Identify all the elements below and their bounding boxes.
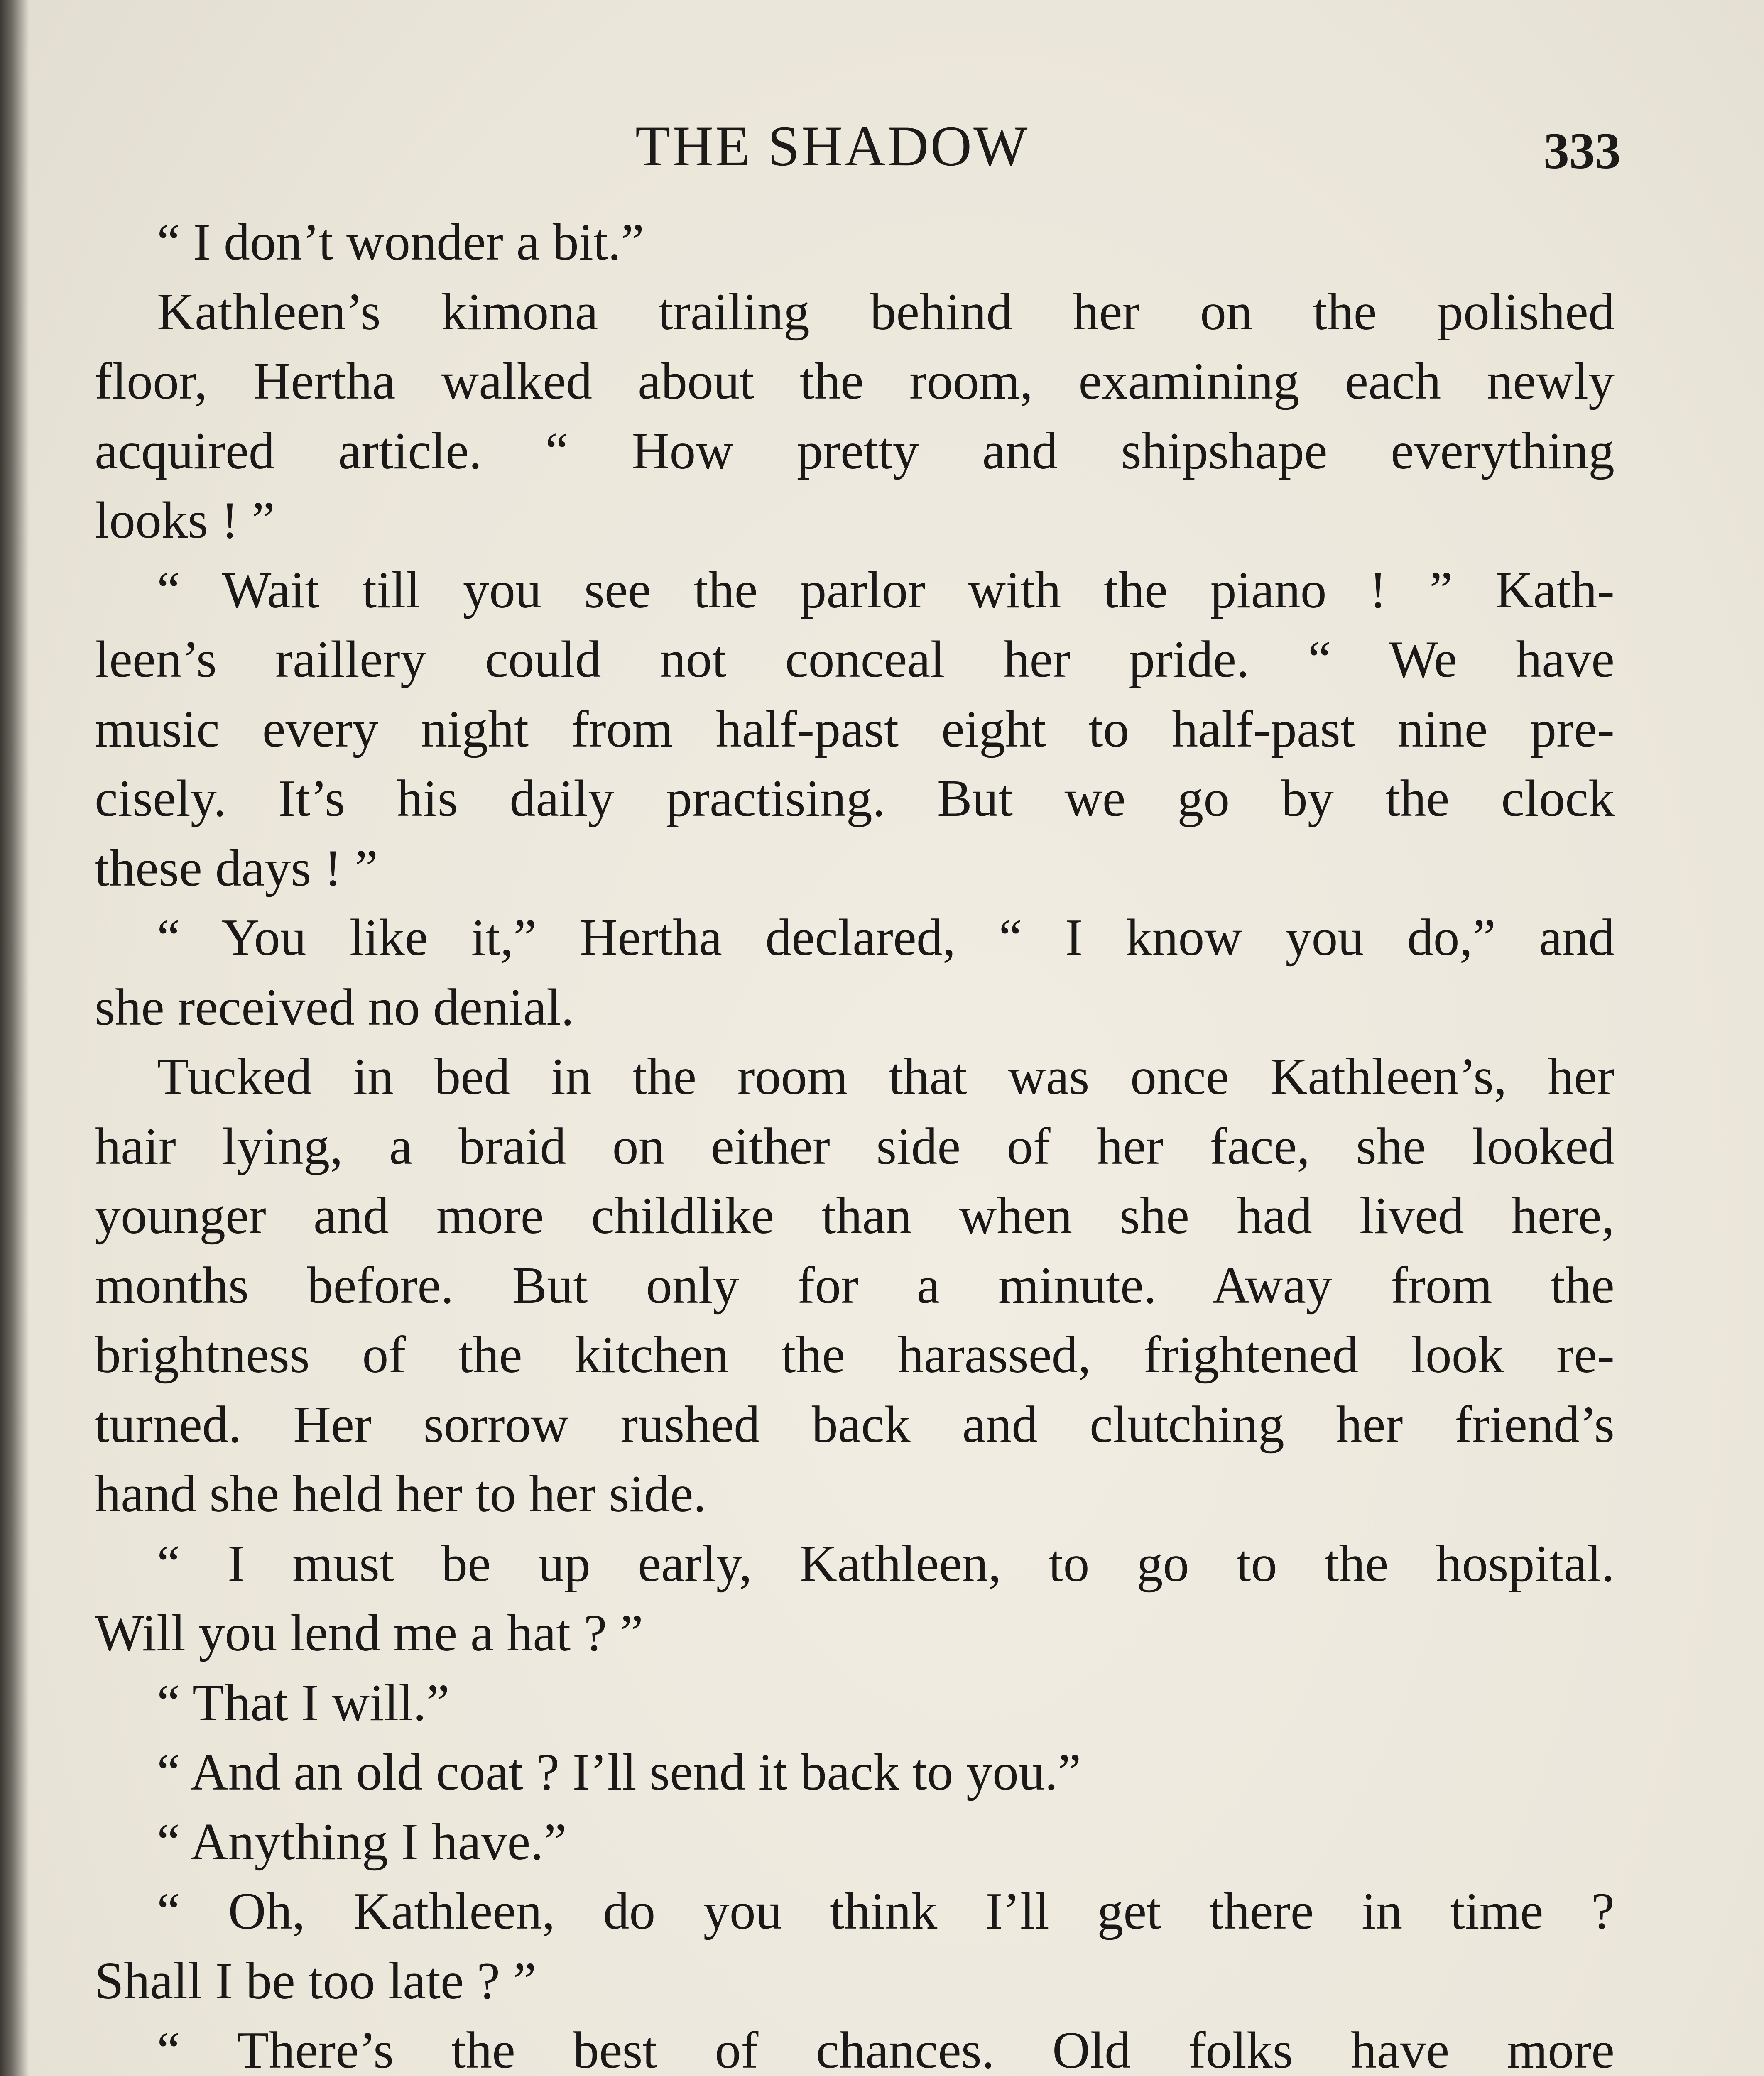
- text-line: “ Anything I have.”: [157, 1813, 567, 1871]
- text-line: “ You like it,” Hertha declared, “ I know you do,” and: [157, 909, 1615, 967]
- text-line: “ And an old coat ? I’ll send it back to you.”: [157, 1743, 1081, 1801]
- text-line: these days ! ”: [95, 839, 378, 897]
- text-line: turned. Her sorrow rushed back and clutching her friend’s: [95, 1395, 1615, 1454]
- gutter-shadow: [0, 0, 29, 2076]
- text-line: hand she held her to her side.: [95, 1465, 707, 1523]
- text-line: “ That I will.”: [157, 1674, 450, 1732]
- body-text: [95, 208, 1615, 2076]
- text-line: hair lying, a braid on either side of her face, she looked: [95, 1117, 1615, 1175]
- text-line: floor, Hertha walked about the room, examining each newly: [95, 353, 1615, 410]
- page-header: [0, 109, 1764, 184]
- text-line: Shall I be too late ? ”: [95, 1952, 537, 2010]
- text-line: Kathleen’s kimona trailing behind her on the polished: [157, 283, 1615, 341]
- text-line: looks ! ”: [95, 492, 275, 549]
- page-number: 333: [1544, 122, 1621, 179]
- text-line: music every night from half-past eight to half-past nine pre-: [95, 700, 1615, 758]
- text-line: “ I must be up early, Kathleen, to go to the hospital.: [157, 1535, 1615, 1593]
- text-line: Will you lend me a hat ? ”: [95, 1604, 643, 1662]
- text-line: Tucked in bed in the room that was once Kathleen’s, her: [157, 1048, 1615, 1106]
- text-line: “ I don’t wonder a bit.”: [157, 213, 644, 271]
- text-line: brightness of the kitchen the harassed, frightened look re-: [95, 1326, 1615, 1384]
- text-line: “ Oh, Kathleen, do you think I’ll get there in time ?: [157, 1883, 1615, 1940]
- text-line: months before. But only for a minute. Away from the: [95, 1256, 1615, 1315]
- text-line: leen’s raillery could not conceal her pride. “ We have: [95, 631, 1615, 688]
- running-head: THE SHADOW: [635, 114, 1029, 178]
- text-line: she received no denial.: [95, 978, 574, 1036]
- text-line: younger and more childlike than when she had lived here,: [95, 1187, 1615, 1245]
- text-line: “ There’s the best of chances. Old folks have more: [157, 2022, 1615, 2076]
- text-line: acquired article. “ How pretty and shipshape everything: [95, 422, 1615, 480]
- text-line: cisely. It’s his daily practising. But we go by the clock: [95, 770, 1615, 827]
- text-line: “ Wait till you see the parlor with the piano ! ” Kath-: [157, 561, 1615, 619]
